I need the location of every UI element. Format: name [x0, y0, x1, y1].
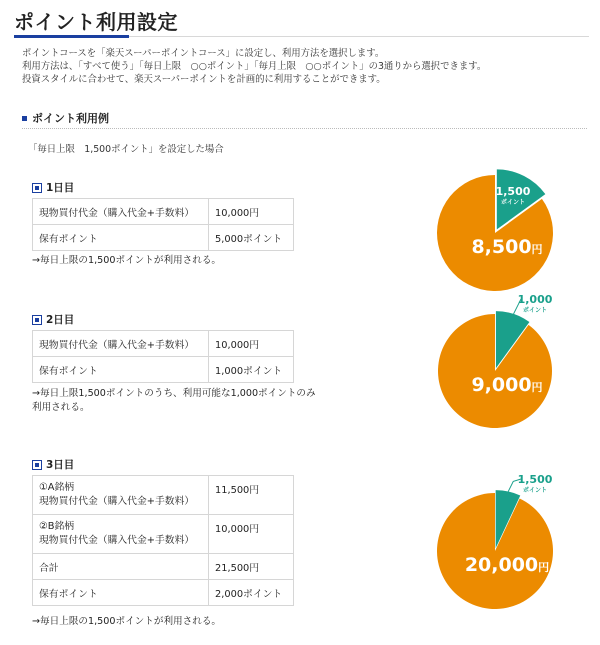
condition-text: 「毎日上限 1,500ポイント」を設定した場合: [28, 144, 224, 155]
note-line: →毎日上限の1,500ポイントが利用される。: [32, 616, 222, 627]
pie-remaining-label: 20,000円: [464, 554, 550, 576]
row-label-line: ①A銘柄: [39, 482, 75, 493]
pie-remaining-slice: [437, 493, 553, 609]
row-label-line: ②B銘柄: [39, 521, 75, 532]
row-value: 2,000ポイント: [209, 580, 294, 606]
day-title: 3日目: [46, 459, 75, 471]
row-label: 合計: [33, 554, 209, 580]
pie-used-label: 1,000: [517, 293, 553, 306]
pie-remaining-unit: 円: [531, 381, 543, 394]
row-label: 保有ポイント: [33, 580, 209, 606]
pie-remaining-unit: 円: [531, 243, 543, 256]
pie-used-label: 1,500: [495, 185, 531, 198]
pie-remaining-unit: 円: [538, 561, 550, 574]
row-value: 10,000円: [209, 515, 294, 554]
row-value: 10,000円: [209, 199, 294, 225]
row-label-line: 現物買付代金（購入代金+手数料）: [39, 535, 195, 546]
row-label: 現物買付代金（購入代金+手数料）: [33, 331, 209, 357]
row-value: 5,000ポイント: [209, 225, 294, 251]
page-title: ポイント利用設定: [14, 10, 178, 34]
row-label: 保有ポイント: [33, 225, 209, 251]
intro-line: 利用方法は、「すべて使う」「毎日上限 ○○ポイント」「毎月上限 ○○ポイント」の3通りから選択できます。: [22, 61, 487, 72]
note-line: 利用される。: [32, 402, 90, 413]
row-value: 21,500円: [209, 554, 294, 580]
intro-line: 投資スタイルに合わせて、楽天スーパーポイントを計画的に利用することができます。: [22, 74, 386, 85]
row-label-line: 現物買付代金（購入代金+手数料）: [39, 496, 195, 507]
pie-used-unit: ポイント: [522, 307, 548, 314]
day-title: 1日目: [46, 182, 75, 194]
day-title: 2日目: [46, 314, 75, 326]
row-value: 10,000円: [209, 331, 294, 357]
row-value: 11,500円: [209, 476, 294, 515]
pie-remaining-label: 9,000円: [471, 374, 543, 396]
note-line: →毎日上限の1,500ポイントが利用される。: [32, 255, 222, 266]
pie-remaining-label: 8,500円: [471, 236, 543, 258]
pie-used-unit: ポイント: [522, 487, 548, 494]
row-label: 現物買付代金（購入代金+手数料）: [33, 199, 209, 225]
intro-line: ポイントコースを「楽天スーパーポイントコース」に設定し、利用方法を選択します。: [22, 48, 385, 59]
row-label: 保有ポイント: [33, 357, 209, 383]
section-title: ポイント利用例: [32, 112, 109, 125]
note-line: →毎日上限1,500ポイントのうち、利用可能な1,000ポイントのみ: [32, 388, 316, 399]
pie-used-label: 1,500: [517, 473, 553, 486]
pie-used-unit: ポイント: [500, 199, 526, 206]
row-value: 1,000ポイント: [209, 357, 294, 383]
